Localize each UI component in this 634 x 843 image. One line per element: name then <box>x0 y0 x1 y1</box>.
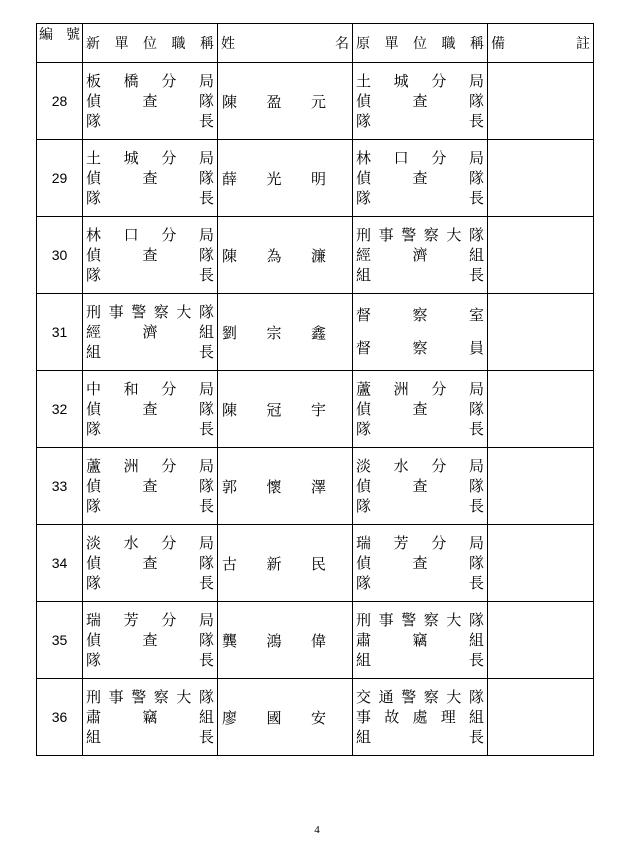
new-line: 經 濟 組 <box>86 323 214 341</box>
old-line: 瑞 芳 分 局 <box>356 534 484 552</box>
new-line: 淡 水 分 局 <box>86 534 214 552</box>
old-line: 隊 長 <box>356 189 484 207</box>
new-line: 蘆 洲 分 局 <box>86 457 214 475</box>
person-name: 陳 冠 宇 <box>222 400 326 419</box>
table-row <box>37 371 594 448</box>
new-line: 偵 查 隊 <box>86 400 214 418</box>
old-line: 偵 查 隊 <box>356 554 484 572</box>
new-line: 隊 長 <box>86 497 214 515</box>
table-row <box>37 217 594 294</box>
person-name: 古 新 民 <box>222 554 326 573</box>
remark-cell <box>488 63 594 140</box>
table-row <box>37 294 594 371</box>
old-line: 偵 查 隊 <box>356 400 484 418</box>
new-line: 偵 查 隊 <box>86 477 214 495</box>
old-line: 隊 長 <box>356 112 484 130</box>
new-line: 隊 長 <box>86 189 214 207</box>
old-line: 土 城 分 局 <box>356 72 484 90</box>
person-name-cell <box>218 602 353 679</box>
row-number: 31 <box>37 294 83 371</box>
row-number: 36 <box>37 679 83 756</box>
old-title-cell <box>353 371 488 448</box>
old-line: 肅 竊 組 <box>356 631 484 649</box>
header-number: 編 號 <box>37 24 83 63</box>
remark-cell <box>488 448 594 525</box>
new-title-cell <box>83 371 218 448</box>
old-title-cell <box>353 140 488 217</box>
remark-cell <box>488 371 594 448</box>
new-line: 林 口 分 局 <box>86 226 214 244</box>
old-line: 蘆 洲 分 局 <box>356 380 484 398</box>
new-line: 刑 事 警 察 大 隊 <box>86 303 214 321</box>
header-remark: 備 註 <box>488 24 594 63</box>
old-line: 督 察 員 <box>356 339 484 357</box>
new-line: 肅 竊 組 <box>86 708 214 726</box>
new-line: 組 長 <box>86 343 214 361</box>
old-line: 偵 查 隊 <box>356 92 484 110</box>
row-number: 28 <box>37 63 83 140</box>
old-title-cell <box>353 448 488 525</box>
old-line: 組 長 <box>356 728 484 746</box>
new-line: 偵 查 隊 <box>86 246 214 264</box>
person-name: 龔 鴻 偉 <box>222 631 326 650</box>
new-line: 偵 查 隊 <box>86 92 214 110</box>
header-name: 姓 名 <box>218 24 353 63</box>
table-header-row <box>37 24 594 63</box>
new-title-cell <box>83 63 218 140</box>
new-line: 隊 長 <box>86 112 214 130</box>
person-name-cell <box>218 294 353 371</box>
new-line: 隊 長 <box>86 420 214 438</box>
old-line: 隊 長 <box>356 497 484 515</box>
person-name-cell <box>218 679 353 756</box>
person-name: 廖 國 安 <box>222 708 326 727</box>
old-line: 隊 長 <box>356 420 484 438</box>
new-line: 隊 長 <box>86 266 214 284</box>
new-line: 隊 長 <box>86 574 214 592</box>
new-title-cell <box>83 294 218 371</box>
old-line: 事 故 處 理 組 <box>356 708 484 726</box>
row-number: 33 <box>37 448 83 525</box>
person-name-cell <box>218 217 353 294</box>
remark-cell <box>488 217 594 294</box>
person-name: 陳 盈 元 <box>222 92 326 111</box>
new-line: 土 城 分 局 <box>86 149 214 167</box>
row-number: 29 <box>37 140 83 217</box>
row-number: 34 <box>37 525 83 602</box>
old-line: 交 通 警 察 大 隊 <box>356 688 484 706</box>
old-title-cell <box>353 63 488 140</box>
old-line: 刑 事 警 察 大 隊 <box>356 611 484 629</box>
new-line: 板 橋 分 局 <box>86 72 214 90</box>
old-title-cell <box>353 525 488 602</box>
old-line: 淡 水 分 局 <box>356 457 484 475</box>
new-line: 組 長 <box>86 728 214 746</box>
table-row <box>37 679 594 756</box>
old-line: 隊 長 <box>356 574 484 592</box>
table-row <box>37 63 594 140</box>
new-title-cell <box>83 140 218 217</box>
old-title-cell <box>353 679 488 756</box>
new-title-cell <box>83 525 218 602</box>
person-name: 薛 光 明 <box>222 169 326 188</box>
header-new-title: 新 單 位 職 稱 <box>83 24 218 63</box>
old-line: 偵 查 隊 <box>356 169 484 187</box>
old-title-cell <box>353 602 488 679</box>
new-line: 偵 查 隊 <box>86 631 214 649</box>
old-line: 林 口 分 局 <box>356 149 484 167</box>
person-name-cell <box>218 525 353 602</box>
table-row <box>37 448 594 525</box>
remark-cell <box>488 140 594 217</box>
remark-cell <box>488 602 594 679</box>
remark-cell <box>488 525 594 602</box>
new-line: 隊 長 <box>86 651 214 669</box>
person-name: 郭 懷 澤 <box>222 477 326 496</box>
new-title-cell <box>83 217 218 294</box>
person-name-cell <box>218 448 353 525</box>
table-row <box>37 602 594 679</box>
old-line: 組 長 <box>356 651 484 669</box>
page-number: 4 <box>314 824 320 836</box>
person-name-cell <box>218 371 353 448</box>
old-line: 組 長 <box>356 266 484 284</box>
new-line: 偵 查 隊 <box>86 169 214 187</box>
old-line: 督 察 室 <box>356 306 484 324</box>
person-name-cell <box>218 63 353 140</box>
new-title-cell <box>83 448 218 525</box>
old-line: 刑 事 警 察 大 隊 <box>356 226 484 244</box>
new-title-cell <box>83 602 218 679</box>
old-line: 經 濟 組 <box>356 246 484 264</box>
person-name: 劉 宗 鑫 <box>222 323 326 342</box>
new-line: 刑 事 警 察 大 隊 <box>86 688 214 706</box>
header-old-title: 原 單 位 職 稱 <box>353 24 488 63</box>
old-line: 偵 查 隊 <box>356 477 484 495</box>
person-name: 陳 為 濂 <box>222 246 326 265</box>
new-line: 中 和 分 局 <box>86 380 214 398</box>
old-title-cell <box>353 217 488 294</box>
table-row <box>37 140 594 217</box>
row-number: 30 <box>37 217 83 294</box>
remark-cell <box>488 294 594 371</box>
remark-cell <box>488 679 594 756</box>
old-title-cell <box>353 294 488 371</box>
person-name-cell <box>218 140 353 217</box>
new-title-cell <box>83 679 218 756</box>
row-number: 32 <box>37 371 83 448</box>
personnel-table <box>36 23 594 756</box>
new-line: 瑞 芳 分 局 <box>86 611 214 629</box>
row-number: 35 <box>37 602 83 679</box>
table-row <box>37 525 594 602</box>
new-line: 偵 查 隊 <box>86 554 214 572</box>
